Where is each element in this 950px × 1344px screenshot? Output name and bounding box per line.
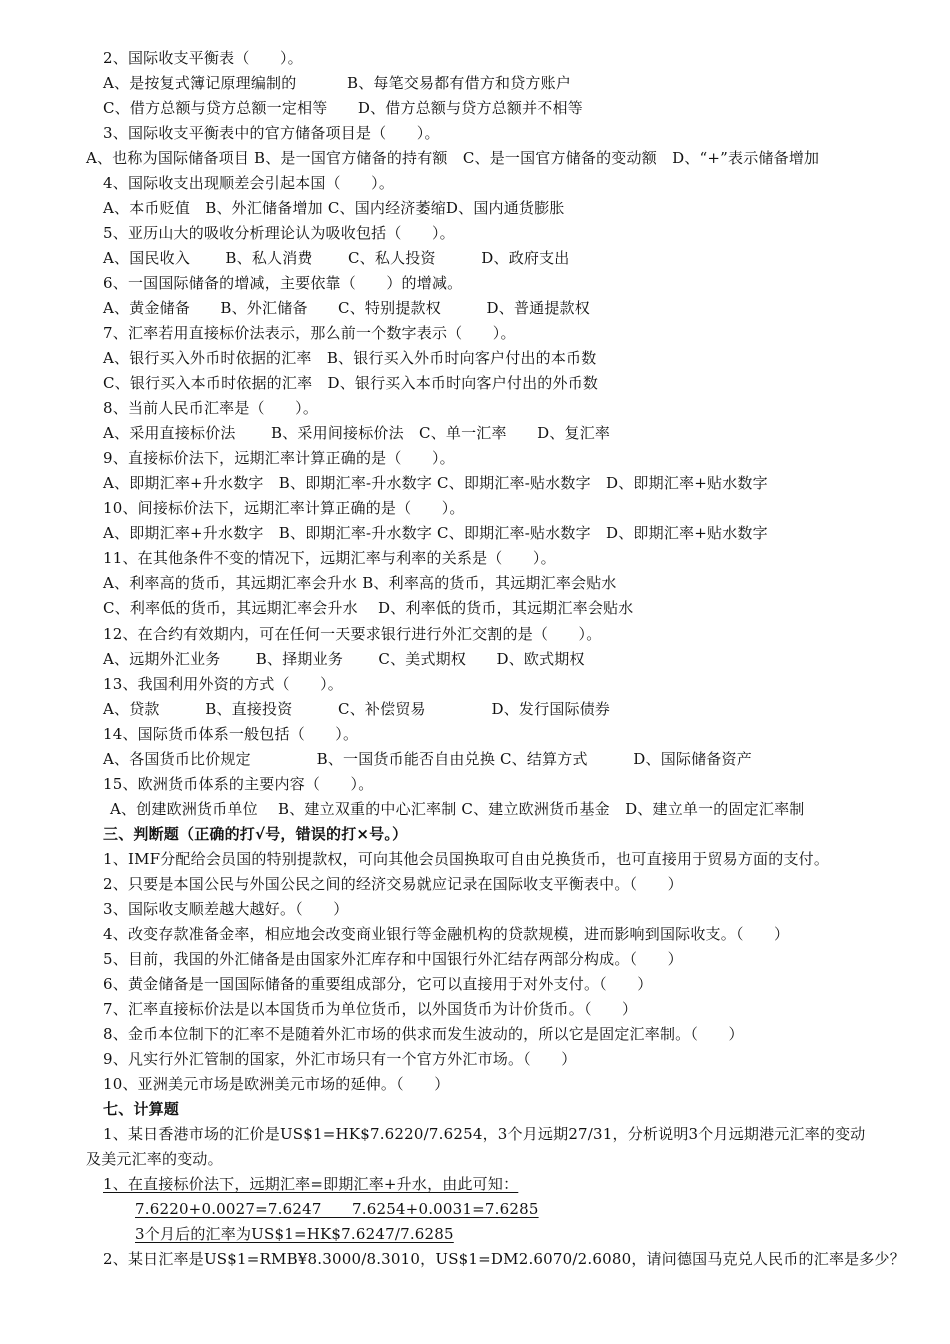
question-14: 14、国际货币体系一般包括（ ）。 <box>103 725 359 743</box>
options-5: A、国民收入 B、私人消费 C、私人投资 D、政府支出 <box>103 249 570 267</box>
judge-5: 5、目前，我国的外汇储备是由国家外汇库存和中国银行外汇结存两部分构成。（ ） <box>103 950 683 968</box>
options-11-ab: A、利率高的货币，其远期汇率会升水 B、利率高的货币，其远期汇率会贴水 <box>103 574 617 592</box>
question-11: 11、在其他条件不变的情况下，远期汇率与利率的关系是（ ）。 <box>103 549 556 567</box>
section-heading-judgement: 三、判断题（正确的打√号，错误的打×号。） <box>103 825 408 843</box>
judge-6: 6、黄金储备是一国国际储备的重要组成部分，它可以直接用于对外支付。（ ） <box>103 975 653 993</box>
options-10: A、即期汇率+升水数字 B、即期汇率-升水数字 C、即期汇率-贴水数字 D、即期汇率+贴水数字 <box>103 524 768 542</box>
question-15: 15、欧洲货币体系的主要内容（ ）。 <box>103 775 374 793</box>
options-2-cd: C、借方总额与贷方总额一定相等 D、借方总额与贷方总额并不相等 <box>103 99 583 117</box>
options-9: A、即期汇率+升水数字 B、即期汇率-升水数字 C、即期汇率-贴水数字 D、即期汇率+贴水数字 <box>103 474 768 492</box>
question-8: 8、当前人民币汇率是（ ）。 <box>103 399 319 417</box>
options-3: A、也称为国际储备项目 B、是一国官方储备的持有额 C、是一国官方储备的变动额 D、“+”表示储备增加 <box>86 149 820 167</box>
calc-question-2: 2、某日汇率是US$1=RMB¥8.3000/8.3010，US$1=DM2.6070/2.6080，请问德国马克兑人民币的汇率是多少？ <box>103 1250 905 1268</box>
question-10: 10、间接标价法下，远期汇率计算正确的是（ ）。 <box>103 499 465 517</box>
options-7-cd: C、银行买入本币时依据的汇率 D、银行买入本币时向客户付出的外币数 <box>103 374 599 392</box>
calc-question-1-cont: 及美元汇率的变动。 <box>86 1150 223 1168</box>
section-heading-calculation: 七、计算题 <box>103 1100 180 1118</box>
question-12: 12、在合约有效期内，可在任何一天要求银行进行外汇交割的是（ ）。 <box>103 625 602 643</box>
options-15: A、创建欧洲货币单位 B、建立双重的中心汇率制 C、建立欧洲货币基金 D、建立单一的固定汇率制 <box>110 800 805 818</box>
calc-answer-1-computation: 7.6220+0.0027=7.6247 7.6254+0.0031=7.6285 <box>135 1200 539 1218</box>
question-3: 3、国际收支平衡表中的官方储备项目是（ ）。 <box>103 124 440 142</box>
judge-1: 1、IMF分配给会员国的特别提款权，可向其他会员国换取可自由兑换货币，也可直接用于贸易方面的支付。 <box>103 850 830 868</box>
options-8: A、采用直接标价法 B、采用间接标价法 C、单一汇率 D、复汇率 <box>103 424 611 442</box>
question-7: 7、汇率若用直接标价法表示，那么前一个数字表示（ ）。 <box>103 324 516 342</box>
options-11-cd: C、利率低的货币，其远期汇率会升水 D、利率低的货币，其远期汇率会贴水 <box>103 599 634 617</box>
calc-answer-1-rule: 1、在直接标价法下，远期汇率=即期汇率+升水，由此可知： <box>103 1175 519 1193</box>
judge-7: 7、汇率直接标价法是以本国货币为单位货币，以外国货币为计价货币。（ ） <box>103 1000 638 1018</box>
options-12: A、远期外汇业务 B、择期业务 C、美式期权 D、欧式期权 <box>103 650 585 668</box>
calc-question-1: 1、某日香港市场的汇价是US$1=HK$7.6220/7.6254，3个月远期27/31，分析说明3个月远期港元汇率的变动 <box>103 1125 866 1143</box>
options-7-ab: A、银行买入外币时依据的汇率 B、银行买入外币时向客户付出的本币数 <box>103 349 597 367</box>
question-13: 13、我国利用外资的方式（ ）。 <box>103 675 343 693</box>
question-6: 6、一国国际储备的增减，主要依靠（ ）的增减。 <box>103 274 463 292</box>
options-6: A、黄金储备 B、外汇储备 C、特别提款权 D、普通提款权 <box>103 299 590 317</box>
judge-8: 8、金币本位制下的汇率不是随着外汇市场的供求而发生波动的，所以它是固定汇率制。（ ） <box>103 1025 744 1043</box>
judge-4: 4、改变存款准备金率，相应地会改变商业银行等金融机构的贷款规模，进而影响到国际收支。（ ） <box>103 925 790 943</box>
question-5: 5、亚历山大的吸收分析理论认为吸收包括（ ）。 <box>103 224 455 242</box>
options-14: A、各国货币比价规定 B、一国货币能否自由兑换 C、结算方式 D、国际储备资产 <box>103 750 752 768</box>
judge-10: 10、亚洲美元市场是欧洲美元市场的延伸。（ ） <box>103 1075 450 1093</box>
options-13: A、贷款 B、直接投资 C、补偿贸易 D、发行国际债券 <box>103 700 611 718</box>
options-2-ab: A、是按复式簿记原理编制的 B、每笔交易都有借方和贷方账户 <box>103 74 572 92</box>
judge-2: 2、只要是本国公民与外国公民之间的经济交易就应记录在国际收支平衡表中。（ ） <box>103 875 683 893</box>
question-9: 9、直接标价法下，远期汇率计算正确的是（ ）。 <box>103 449 455 467</box>
judge-9: 9、凡实行外汇管制的国家，外汇市场只有一个官方外汇市场。（ ） <box>103 1050 577 1068</box>
question-4: 4、国际收支出现顺差会引起本国（ ）。 <box>103 174 395 192</box>
options-4: A、本币贬值 B、外汇储备增加 C、国内经济萎缩D、国内通货膨胀 <box>103 199 565 217</box>
judge-3: 3、国际收支顺差越大越好。（ ） <box>103 900 349 918</box>
question-2: 2、国际收支平衡表（ ）。 <box>103 49 303 67</box>
calc-answer-1-result: 3个月后的汇率为US$1=HK$7.6247/7.6285 <box>135 1225 454 1243</box>
